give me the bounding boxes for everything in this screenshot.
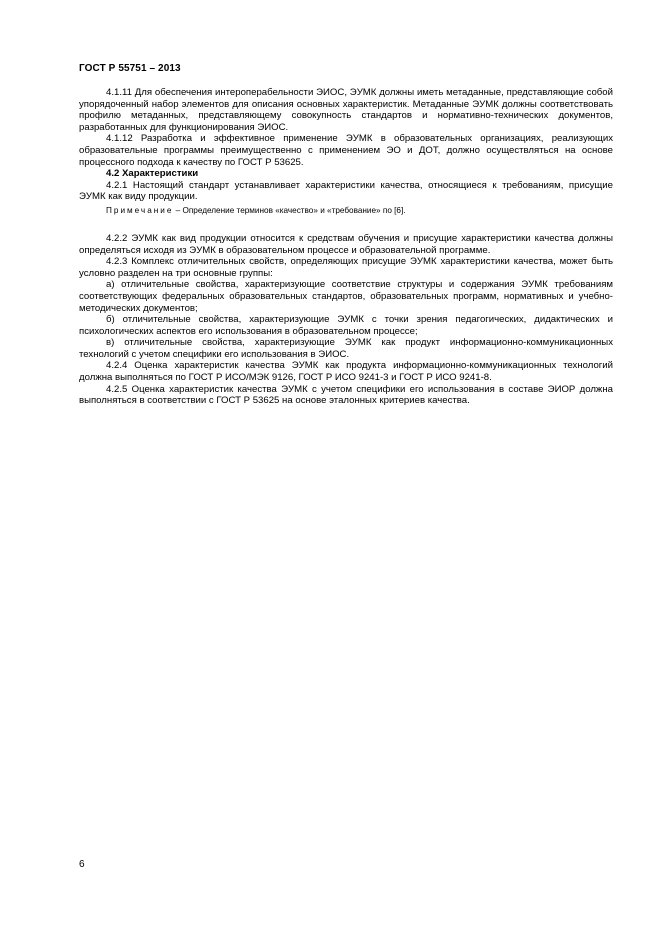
list-item-b: б) отличительные свойства, характеризующие ЭУМК с точки зрения педагогических, дидактических и психологических аспектов его использования в образовательном процессе; (79, 314, 613, 337)
paragraph-4-2-2: 4.2.2 ЭУМК как вид продукции относится к средствам обучения и присущие характеристики качества должны определяться исходя из ЭУМК в образовательном процессе и образовательной программе. (79, 232, 613, 256)
paragraph-4-2-5: 4.2.5 Оценка характеристик качества ЭУМК с учетом специфики его использования в составе ЭИОР должна выполняться в соответствии с ГОСТ Р 53625 на основе эталонных критериев качества. (79, 383, 613, 407)
paragraph-4-1-11: 4.1.11 Для обеспечения интероперабельности ЭИОС, ЭУМК должны иметь метаданные, представляющие собой упорядоченный набор элементов для описания основных характеристик. Метаданные ЭУМК должны соответствовать профилю метаданных, представляющему совокупность стандартов и нормативно-технических документов, разработанных для функционирования ЭИОС. (79, 87, 613, 133)
paragraph-4-2-4: 4.2.4 Оценка характеристик качества ЭУМК как продукта информационно-коммуникационных технологий должна выполняться по ГОСТ Р ИСО/МЭК 9126, ГОСТ Р ИСО 9241-3 и ГОСТ Р ИСО 9241-8. (79, 360, 613, 384)
document-header-code: ГОСТ Р 55751 – 2013 (79, 63, 181, 74)
list-item-a: а) отличительные свойства, характеризующие соответствие структуры и содержания ЭУМК требованиям соответствующих федеральных образовательных стандартов, образовательных программ, нормативных и учебно-методических документов; (79, 279, 613, 314)
note-text: – Определение терминов «качество» и «требование» по [6]. (173, 205, 406, 215)
note-paragraph (79, 205, 613, 216)
paragraph-4-2-3: 4.2.3 Комплекс отличительных свойств, определяющих присущие ЭУМК характеристики качества, может быть условно разделен на три основные группы: (79, 256, 613, 279)
paragraph-4-2-1: 4.2.1 Настоящий стандарт устанавливает характеристики качества, относящиеся к требованиям, присущие ЭУМК как виду продукции. (79, 179, 613, 203)
page-number: 6 (79, 859, 85, 870)
paragraph-4-1-12: 4.1.12 Разработка и эффективное применение ЭУМК в образовательных организациях, реализующих образовательные программы преимущественно с применением ЭО и ДОТ, должно осуществляться на основе процессного подхода к качеству по ГОСТ Р 53625. (79, 133, 613, 168)
section-heading-4-2: 4.2 Характеристики (106, 168, 199, 180)
document-body (79, 87, 613, 407)
note-label: Примечание (106, 205, 174, 215)
list-item-v: в) отличительные свойства, характеризующие ЭУМК как продукт информационно-коммуникационных технологий с учетом специфики его использования в ЭИОС. (79, 337, 613, 360)
